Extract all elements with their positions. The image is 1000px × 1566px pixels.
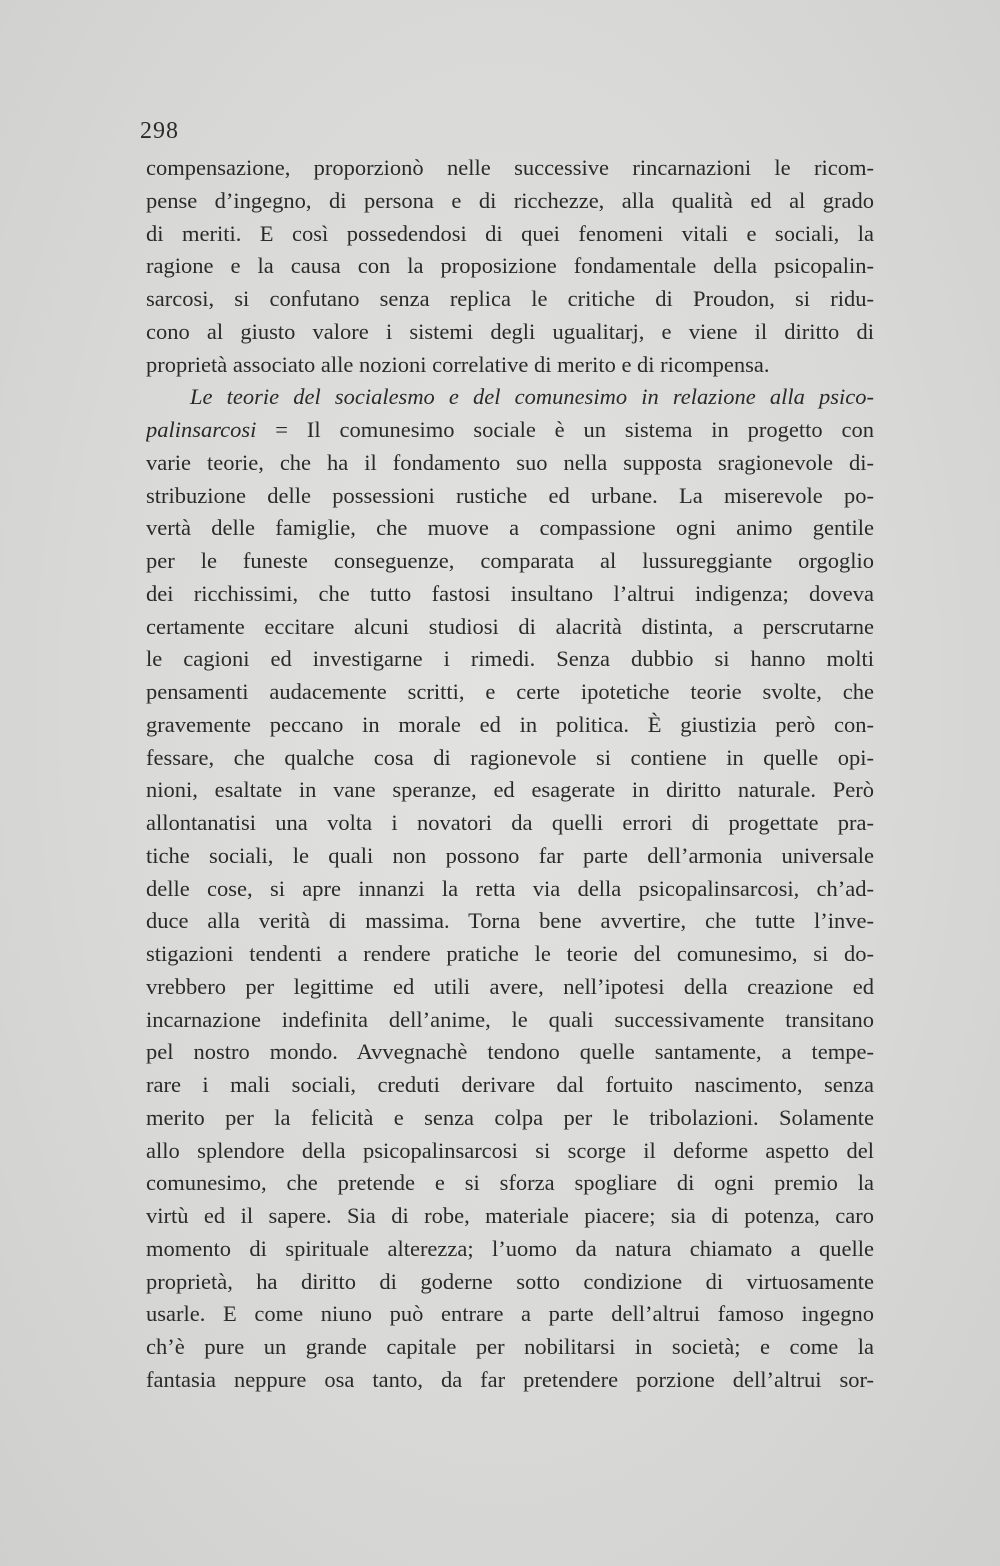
text-line — [146, 1266, 874, 1299]
text-line — [146, 774, 874, 807]
text-line — [146, 1167, 874, 1200]
text-line — [146, 1102, 874, 1135]
line-text: duce alla verità di massima. Torna bene avvertire, che tutte l’inve- — [146, 908, 874, 934]
line-text: per le funeste conseguenze, comparata al lussureggiante orgoglio — [146, 548, 874, 573]
line-text: ragione e la causa con la proposizione fondamentale della psicopalin- — [146, 253, 874, 279]
page-number: 298 — [140, 118, 179, 144]
line-text: ch’è pure un grande capitale per nobilitarsi in società; e come la — [146, 1334, 874, 1359]
text-line — [146, 676, 874, 709]
text-line — [146, 873, 874, 906]
text-line — [146, 1298, 874, 1331]
section-heading-italic: palinsarcosi — [146, 417, 257, 442]
text-line — [146, 250, 874, 283]
line-text: incarnazione indefinita dell’anime, le quali successivamente transitano — [146, 1006, 874, 1032]
line-text: rare i mali sociali, creduti derivare dal fortuito nascimento, senza — [146, 1072, 874, 1097]
text-line — [146, 152, 874, 185]
text-line — [146, 1004, 874, 1037]
line-text: nioni, esaltate in vane speranze, ed esagerate in diritto naturale. Però — [146, 777, 874, 803]
text-line — [146, 1200, 874, 1233]
text-line — [146, 512, 874, 545]
text-line — [146, 185, 874, 218]
line-text: di meriti. E così possedendosi di quei fenomeni vitali e sociali, la — [146, 220, 874, 246]
section-heading-italic: Le teorie del socialesmo e del comunesimo in relazione alla psico- — [190, 384, 874, 410]
text-line — [146, 611, 874, 644]
text-line — [146, 447, 874, 480]
line-text: certamente eccitare alcuni studiosi di alacrità distinta, a perscrutarne — [146, 613, 874, 639]
text-line — [146, 578, 874, 611]
line-text: compensazione, proporzionò nelle successive rincarnazioni le ricom- — [146, 155, 874, 180]
line-text: pense d’ingegno, di persona e di ricchezze, alla qualità ed al grado — [146, 187, 874, 213]
text-line — [146, 971, 874, 1004]
line-text: fantasia neppure osa tanto, da far pretendere porzione dell’altrui sor- — [146, 1366, 874, 1392]
line-text: vrebbero per legittime ed utili avere, nell’ipotesi della creazione ed — [146, 973, 874, 999]
line-text: gravemente peccano in morale ed in politica. È giustizia però con- — [146, 711, 874, 737]
text-line — [146, 938, 874, 971]
text-line — [146, 643, 874, 676]
line-text: comunesimo, che pretende e si sforza spogliare di ogni premio la — [146, 1170, 874, 1196]
line-text: fessare, che qualche cosa di ragionevole si contiene in quelle opi- — [146, 744, 874, 770]
text-line — [146, 1036, 874, 1069]
line-text: delle cose, si apre innanzi la retta via della psicopalinsarcosi, ch’ad- — [146, 875, 874, 901]
line-text: = Il comunesimo sociale è un sistema in progetto con — [256, 417, 874, 442]
text-line — [146, 381, 874, 414]
text-line — [146, 742, 874, 775]
line-text: dei ricchissimi, che tutto fastosi insultano l’altrui indigenza; doveva — [146, 580, 874, 606]
line-text: tiche sociali, le quali non possono far parte dell’armonia universale — [146, 842, 874, 868]
line-text: proprietà, ha diritto di goderne sotto condizione di virtuosamente — [146, 1268, 874, 1294]
text-line — [146, 709, 874, 742]
text-line — [146, 1233, 874, 1266]
line-text: allontanatisi una volta i novatori da quelli errori di progettate pra- — [146, 810, 874, 835]
line-text: sarcosi, si confutano senza replica le critiche di Proudon, si ridu- — [146, 286, 874, 311]
line-text: varie teorie, che ha il fondamento suo nella supposta sragionevole di- — [146, 449, 874, 475]
text-line — [146, 480, 874, 513]
text-line — [146, 316, 874, 349]
text-line — [146, 1135, 874, 1168]
body-text — [146, 152, 874, 1397]
text-line — [146, 1069, 874, 1102]
line-text: momento di spirituale alterezza; l’uomo da natura chiamato a quelle — [146, 1235, 874, 1261]
text-line — [146, 807, 874, 840]
text-line — [146, 1331, 874, 1364]
text-line — [146, 1364, 874, 1397]
text-line — [146, 840, 874, 873]
line-text: pensamenti audacemente scritti, e certe ipotetiche teorie svolte, che — [146, 679, 874, 704]
line-text: le cagioni ed investigarne i rimedi. Senza dubbio si hanno molti — [146, 646, 874, 672]
text-line — [146, 218, 874, 251]
text-line — [146, 905, 874, 938]
line-text: usarle. E come niuno può entrare a parte dell’altrui famoso ingegno — [146, 1301, 874, 1327]
line-text: stribuzione delle possessioni rustiche ed urbane. La miserevole po- — [146, 482, 874, 508]
line-text: stigazioni tendenti a rendere pratiche le teorie del comunesimo, si do- — [146, 941, 874, 966]
text-line — [146, 414, 874, 447]
line-text: proprietà associato alle nozioni correlative di merito e di ricompensa. — [146, 351, 770, 377]
text-line — [146, 545, 874, 578]
line-text: pel nostro mondo. Avvegnachè tendono quelle santamente, a tempe- — [146, 1039, 874, 1065]
line-text: allo splendore della psicopalinsarcosi si scorge il deforme aspetto del — [146, 1137, 874, 1163]
text-line — [146, 283, 874, 316]
line-text: vertà delle famiglie, che muove a compassione ogni animo gentile — [146, 515, 874, 541]
text-line — [146, 349, 874, 382]
line-text: cono al giusto valore i sistemi degli ugualitarj, e viene il diritto di — [146, 318, 874, 344]
line-text: virtù ed il sapere. Sia di robe, materiale piacere; sia di potenza, caro — [146, 1203, 874, 1228]
line-text: merito per la felicità e senza colpa per le tribolazioni. Solamente — [146, 1104, 874, 1130]
